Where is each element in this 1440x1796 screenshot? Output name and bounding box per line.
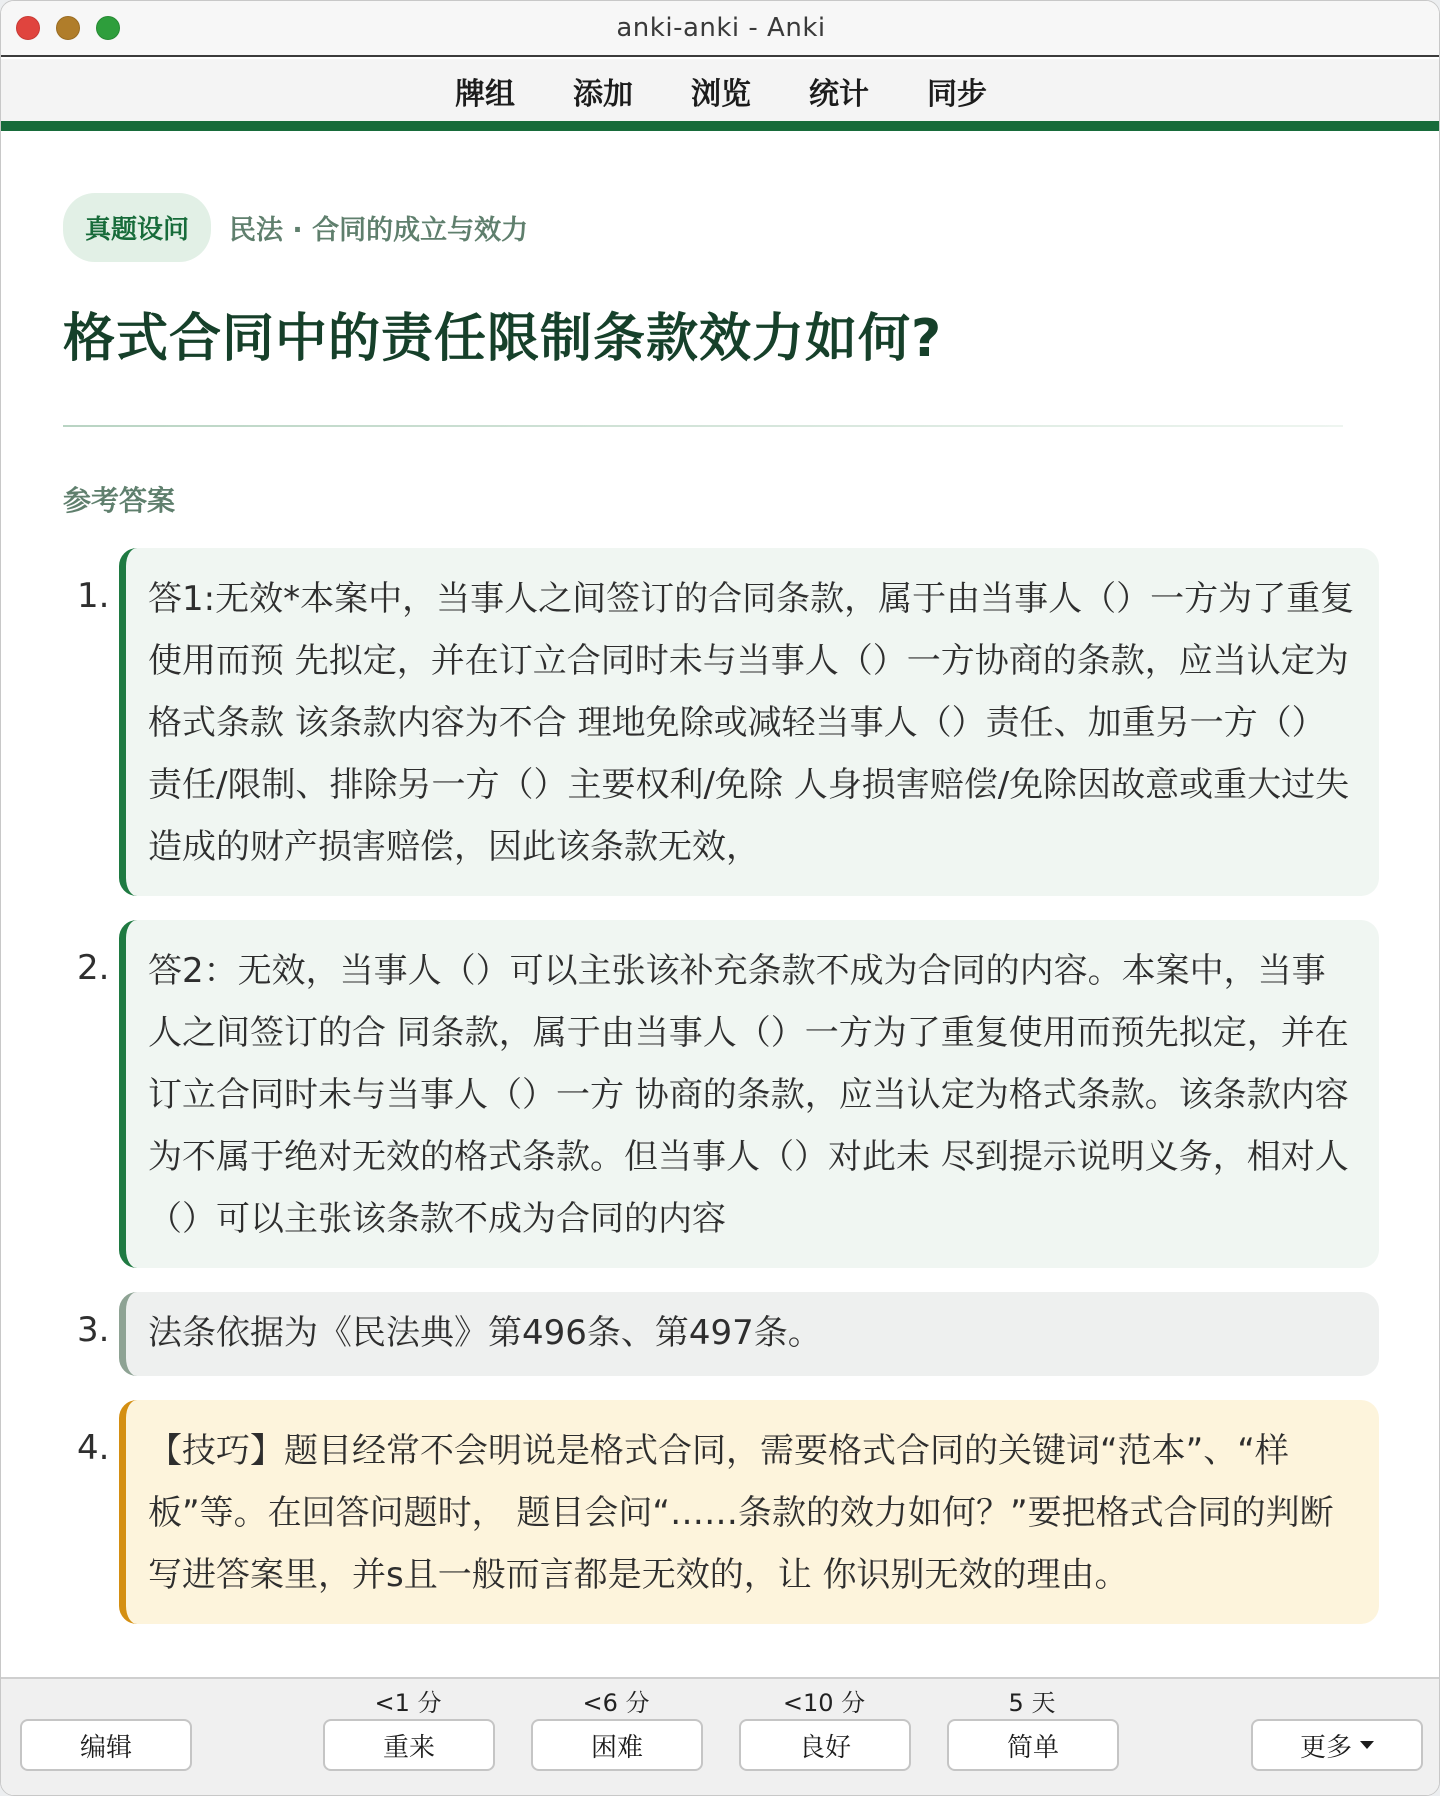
more-label: 更多 — [1299, 1732, 1352, 1763]
answer-text: 答1:无效*本案中，当事人之间签订的合同条款，属于由当事人（）一方为了重复使用而预 先拟定，并在订立合同时未与当事人（）一方协商的条款，应当认定为格式条款 该条款内容为不合 理地免除或减轻当事人（）责任、加重另一方（）责任/限制、排除另一方（）主要权利/免除 人身损害赔偿/免除因故意或重大过失造成的财产损害赔偿，因此该条款无效， — [119, 548, 1379, 896]
answer-item — [63, 920, 1379, 1268]
answer-text: 答2：无效，当事人（）可以主张该补充条款不成为合同的内容。本案中，当事人之间签订的合 同条款，属于由当事人（）一方为了重复使用而预先拟定，并在订立合同时未与当事人（）一方 协商的条款，应当认定为格式条款。该条款内容为不属于绝对无效的格式条款。但当事人（）对此未 尽到提示说明义务，相对人（）可以主张该条款不成为合同的内容 — [119, 920, 1379, 1268]
toolbar-sync[interactable]: 同步 — [927, 77, 987, 112]
chevron-down-icon — [1360, 1741, 1374, 1749]
divider — [63, 425, 1343, 427]
category-path: 民法 · 合同的成立与效力 — [229, 215, 529, 246]
hard-interval: <6 分 — [582, 1689, 650, 1717]
legal-basis-text: 法条依据为《民法典》第496条、第497条。 — [119, 1292, 1379, 1376]
again-interval: <1 分 — [374, 1689, 442, 1717]
card-tag-row — [63, 193, 528, 262]
answer-item — [63, 548, 1379, 896]
answer-item — [63, 1400, 1379, 1624]
good-button[interactable]: 良好 — [739, 1719, 911, 1771]
answer-item — [63, 1292, 1379, 1376]
card-content — [1, 131, 1440, 1676]
answer-number: 1. — [77, 576, 110, 616]
toolbar-accent-rule — [1, 121, 1440, 131]
toolbar-add[interactable]: 添加 — [573, 77, 633, 112]
answer-number: 4. — [77, 1428, 110, 1468]
edit-button[interactable]: 编辑 — [20, 1719, 192, 1771]
again-button[interactable]: 重来 — [323, 1719, 495, 1771]
answer-number: 3. — [77, 1310, 110, 1350]
tip-text: 【技巧】题目经常不会明说是格式合同，需要格式合同的关键词“范本”、“样板”等。在回答问题时， 题目会问“……条款的效力如何？”要把格式合同的判断写进答案里，并s且一般而言都是无效的，让 你识别无效的理由。 — [119, 1400, 1379, 1624]
toolbar-stats[interactable]: 统计 — [809, 77, 869, 112]
good-interval: <10 分 — [782, 1689, 866, 1717]
more-button[interactable] — [1251, 1719, 1423, 1771]
title-bar — [1, 1, 1440, 57]
toolbar-decks[interactable]: 牌组 — [455, 77, 515, 112]
answer-list — [63, 548, 1379, 1648]
easy-button[interactable]: 简单 — [947, 1719, 1119, 1771]
answer-number: 2. — [77, 948, 110, 988]
answer-section-label: 参考答案 — [63, 484, 176, 517]
main-toolbar — [1, 59, 1440, 121]
toolbar-browse[interactable]: 浏览 — [691, 77, 751, 112]
card-tag: 真题设问 — [63, 193, 211, 262]
window-title: anki-anki - Anki — [616, 13, 826, 43]
review-bottom-bar — [1, 1677, 1440, 1796]
easy-interval: 5 天 — [1008, 1689, 1056, 1717]
question-title: 格式合同中的责任限制条款效力如何? — [63, 309, 943, 369]
hard-button[interactable]: 困难 — [531, 1719, 703, 1771]
